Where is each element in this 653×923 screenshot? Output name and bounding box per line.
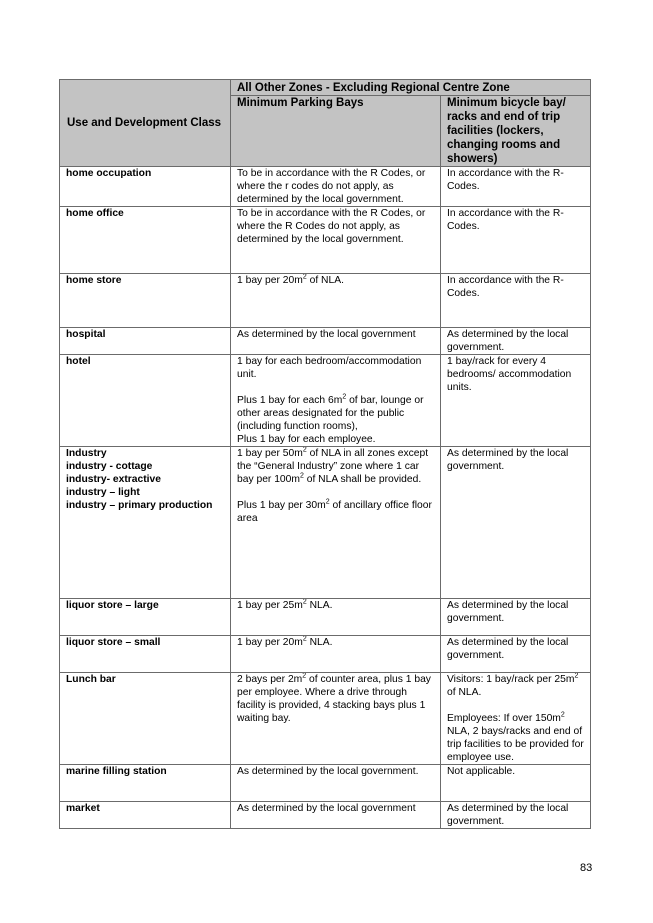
table-row [60, 802, 591, 829]
use-class-text: hospital [66, 329, 106, 340]
parking-text: As determined by the local government. [237, 766, 419, 777]
table-row [60, 167, 591, 207]
bicycle-cell [441, 328, 591, 355]
bicycle-cell [441, 167, 591, 207]
bicycle-text: In accordance with the R-Codes. [447, 168, 564, 192]
use-class-cell [60, 274, 231, 328]
parking-text: 1 bay per $20m^2$ NLA. [237, 635, 333, 648]
table-row [60, 765, 591, 802]
use-class-cell [60, 207, 231, 274]
use-class-text: liquor store – large [66, 600, 159, 611]
page-number: 83 [580, 862, 593, 874]
parking-text: To be in accordance with the R Codes, or where the r codes do not apply, as determined by the local government. [237, 168, 426, 205]
parking-cell [231, 673, 441, 765]
bicycle-cell [441, 599, 591, 636]
use-class-cell [60, 636, 231, 673]
use-class-text: home store [66, 275, 122, 286]
bicycle-text: Visitors: 1 bay/rack per $25m^2$ of NLA. [447, 672, 579, 698]
parking-cell [231, 447, 441, 599]
bicycle-text: As determined by the local government. [447, 803, 569, 827]
parking-cell [231, 355, 441, 447]
use-class-cell [60, 355, 231, 447]
use-class-text: home office [66, 208, 124, 219]
parking-text: As determined by the local government [237, 803, 416, 814]
use-class-cell [60, 328, 231, 355]
bicycle-text: In accordance with the R-Codes. [447, 208, 564, 232]
use-class-text: Industry industry - cottage industry- extractive industry – light industry – primary production [66, 448, 213, 511]
parking-cell [231, 599, 441, 636]
use-class-header: Use and Development Class [60, 80, 231, 167]
use-class-cell [60, 447, 231, 599]
table-row [60, 636, 591, 673]
bicycle-cell [441, 673, 591, 765]
table-row [60, 599, 591, 636]
parking-bays-header: Minimum Parking Bays [231, 96, 441, 167]
use-class-cell [60, 765, 231, 802]
parking-text: 1 bay for each bedroom/accommodation unit. [237, 356, 422, 380]
table-body [60, 167, 591, 829]
use-class-cell [60, 599, 231, 636]
table-row [60, 355, 591, 447]
bicycle-text: As determined by the local government. [447, 600, 569, 624]
use-class-cell [60, 167, 231, 207]
bicycle-text: As determined by the local government. [447, 448, 569, 472]
table-row [60, 673, 591, 765]
bicycle-header: Minimum bicycle bay/ racks and end of trip facilities (lockers, changing rooms and showers) [441, 96, 591, 167]
bicycle-text: In accordance with the R-Codes. [447, 275, 564, 299]
parking-text: To be in accordance with the R Codes, or where the R Codes do not apply, as determined by the local government. [237, 208, 426, 245]
parking-cell [231, 328, 441, 355]
use-class-cell [60, 673, 231, 765]
parking-requirements-table [59, 79, 591, 829]
use-class-text: Lunch bar [66, 674, 116, 685]
bicycle-cell [441, 802, 591, 829]
table-row [60, 207, 591, 274]
parking-text: Plus 1 bay for each $6m^2$ of bar, lounge or other areas designated for the public (including function rooms), Plus 1 bay for each employee. [237, 393, 424, 445]
parking-text: 1 bay per $25m^2$ NLA. [237, 598, 333, 611]
table-row [60, 328, 591, 355]
parking-cell [231, 274, 441, 328]
use-class-text: market [66, 803, 100, 814]
table-row [60, 274, 591, 328]
use-class-text: hotel [66, 356, 91, 367]
use-class-text: liquor store – small [66, 637, 161, 648]
use-class-text: home occupation [66, 168, 152, 179]
bicycle-cell [441, 207, 591, 274]
use-class-cell [60, 802, 231, 829]
parking-cell [231, 765, 441, 802]
parking-cell [231, 167, 441, 207]
bicycle-cell [441, 447, 591, 599]
parking-cell [231, 802, 441, 829]
zone-header: All Other Zones - Excluding Regional Centre Zone [231, 80, 591, 96]
bicycle-text: As determined by the local government. [447, 329, 569, 353]
bicycle-cell [441, 636, 591, 673]
bicycle-text: As determined by the local government. [447, 637, 569, 661]
parking-text: 1 bay per $20m^2$ of NLA. [237, 273, 344, 286]
parking-text: Plus 1 bay per $30m^2$ of ancillary office floor area [237, 498, 432, 524]
parking-cell [231, 636, 441, 673]
bicycle-cell [441, 355, 591, 447]
bicycle-cell [441, 274, 591, 328]
parking-text: As determined by the local government [237, 329, 416, 340]
parking-text: 1 bay per $50m^2$ of NLA in all zones except the “General Industry” zone where 1 car bay per $100m^2$ of NLA shall be provided. [237, 446, 429, 485]
use-class-text: marine filling station [66, 766, 167, 777]
bicycle-text: Not applicable. [447, 766, 516, 777]
table-row [60, 447, 591, 599]
bicycle-cell [441, 765, 591, 802]
parking-cell [231, 207, 441, 274]
bicycle-text: 1 bay/rack for every 4 bedrooms/ accommodation units. [447, 356, 572, 393]
bicycle-text: Employees: If over $150m^2$ NLA, 2 bays/racks and end of trip facilities to be provided for employee use. [447, 711, 584, 763]
parking-text: 2 bays per $2m^2$ of counter area, plus 1 bay per employee. Where a drive through facility is provided, 4 stacking bays plus 1 waiting bay. [237, 672, 431, 724]
